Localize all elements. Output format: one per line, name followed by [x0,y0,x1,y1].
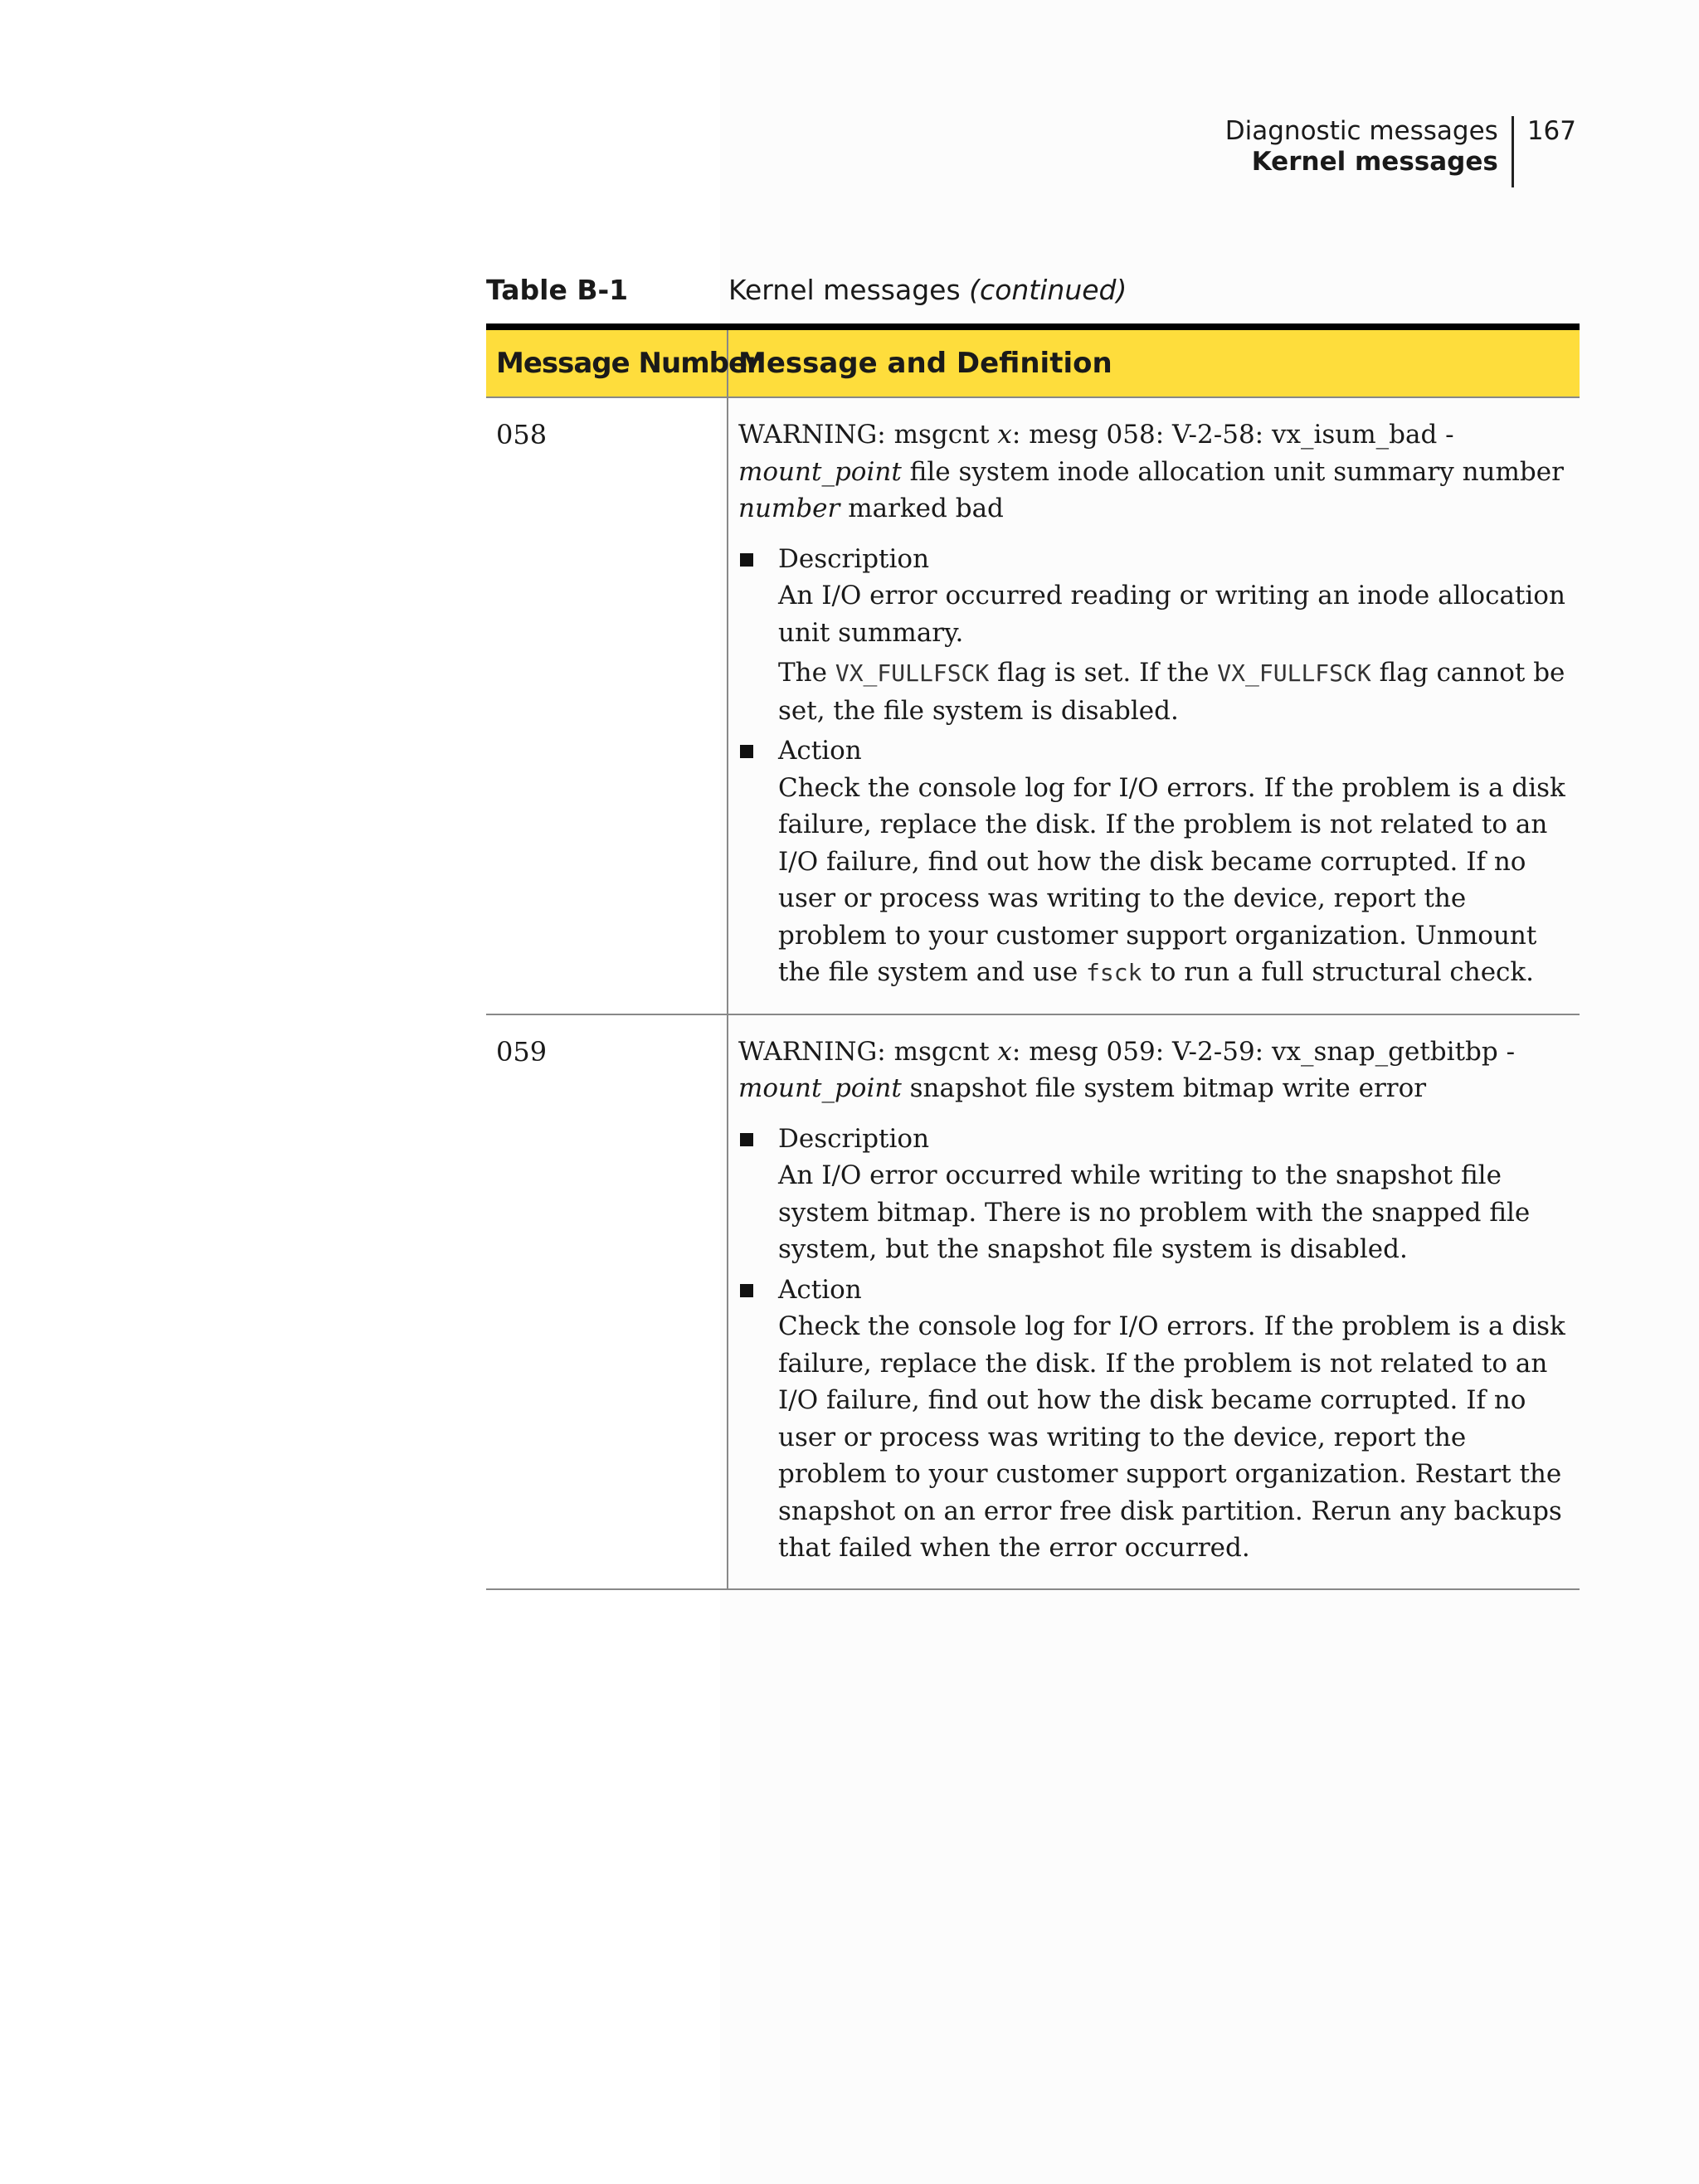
table-label: Table B-1 [486,274,629,306]
chapter-title: Diagnostic messages [1224,116,1498,146]
code-flag: VX_FULLFSCK [1217,659,1371,687]
msg-variable: x [997,420,1012,450]
section-title: Kernel messages [1251,147,1498,177]
msg-text: snapshot file system bitmap write error [901,1073,1427,1103]
text-run: The [778,658,835,688]
msg-text: file system inode allocation unit summary number [901,456,1564,487]
msg-id: : mesg 059: V-2-59: vx_snap_getbitbp - [1011,1036,1516,1067]
action-text [778,770,1571,992]
message-number: 058 [486,398,728,1014]
code-flag: VX_FULLFSCK [835,659,990,687]
table-continued-note: (continued) [969,274,1127,306]
description-flag-text [778,654,1571,729]
action-title: Action [778,1274,862,1305]
warning-message [738,1034,1571,1107]
description-text: An I/O error occurred reading or writing an inode allocation unit summary. [778,581,1565,648]
description-item [738,541,1571,730]
bullet-icon [740,745,753,758]
msg-prefix: WARNING: msgcnt [738,1036,998,1067]
action-item [738,732,1571,992]
msg-variable: x [997,1036,1012,1067]
msg-mount-point: mount_point [738,1073,902,1103]
code-command: fsck [1086,959,1142,986]
msg-end: marked bad [840,494,1004,523]
message-number: 059 [486,1015,728,1588]
message-definition [728,398,1580,1014]
running-header [1225,116,1576,187]
kernel-messages-table [486,323,1580,1590]
description-text: An I/O error occurred while writing to the snapshot file system bitmap. There is no problem with the snapped file system, but the snapshot file system is disabled. [778,1160,1531,1264]
bullet-icon [740,1133,753,1146]
message-definition [728,1015,1580,1588]
description-title: Description [778,543,930,574]
description-item [738,1121,1571,1268]
action-text: Check the console log for I/O errors. If the problem is a disk failure, replace the disk. If the problem is not related to an I/O failure, find out how the disk became corrupted. If no user or process was writing to the device, report the problem to your customer support organization. Restart the snapshot on an error free disk partition. Rerun any backups that failed when the error occurred. [778,1311,1565,1563]
action-title: Action [778,736,862,766]
table-header [486,330,1580,398]
table-caption [486,274,1127,307]
warning-message [738,416,1571,528]
table-row [486,1015,1580,1590]
msg-id: : mesg 058: V-2-58: vx_isum_bad - [1011,420,1454,450]
text-run: to run a full structural check. [1142,957,1535,987]
table-title: Kernel messages [728,274,961,306]
table-row [486,398,1580,1015]
msg-prefix: WARNING: msgcnt [738,420,998,450]
bullet-icon [740,553,753,567]
header-text [1225,116,1514,187]
description-title: Description [778,1123,930,1154]
header-message-number: Message Number [486,330,728,396]
text-run: flag cannot be set, the file system is disabled. [778,658,1565,726]
msg-variable-number: number [738,494,840,523]
action-item [738,1272,1571,1567]
bullet-icon [740,1284,753,1297]
msg-mount-point: mount_point [738,456,902,487]
text-run: flag is set. If the [989,658,1218,688]
page-number: 167 [1526,116,1576,146]
header-message-definition: Message and Definition [738,347,1112,380]
text-run: Check the console log for I/O errors. If the problem is a disk failure, replace the disk. If the problem is not related to an I/O failure, find out how the disk became corrupted. If no user or process was writing to the device, report the problem to your customer support organization. Unmount the file system and use [778,772,1565,987]
